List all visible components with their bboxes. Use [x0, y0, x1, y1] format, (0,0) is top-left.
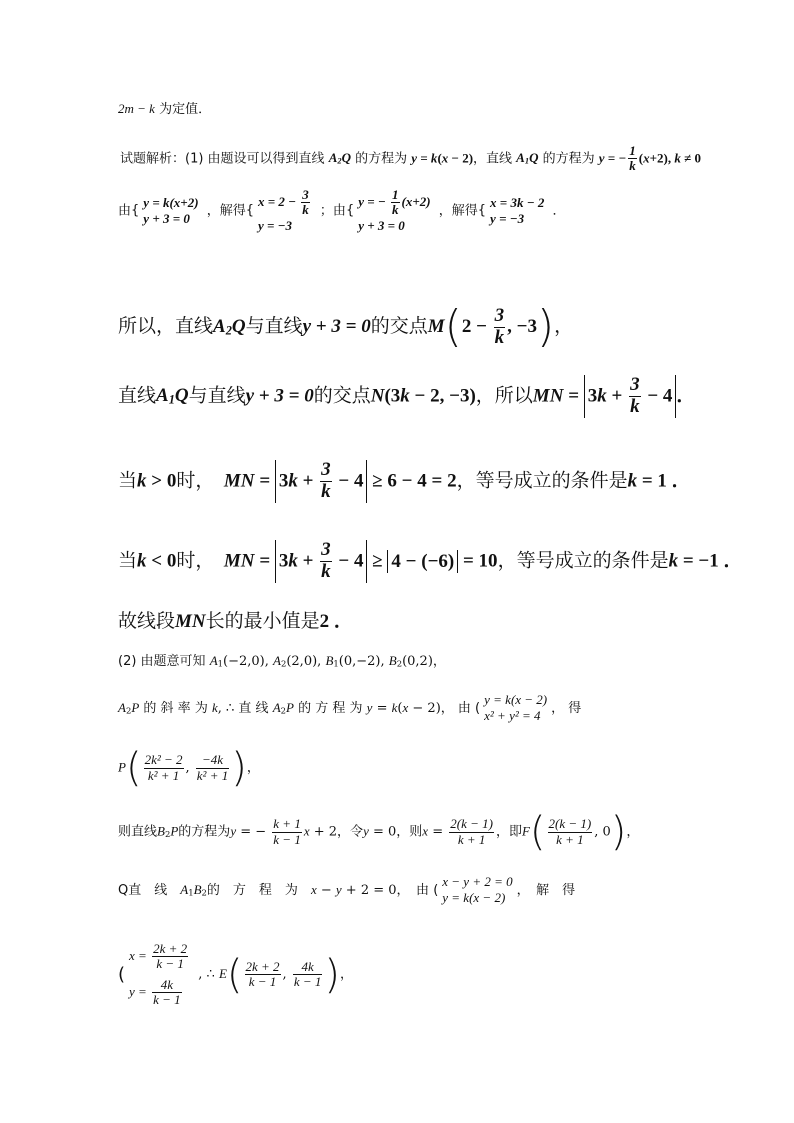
- fraction-1-over-k: $\frac{1}{k}$: [629, 143, 636, 174]
- system-line: x − y + 2 = 0 y = k(x − 2): [442, 874, 513, 906]
- line-point-N: 直线$A_1Q$与直线y + 3 = 0的交点N(3k − 2, −3)，所以MN = 3k + $\frac{3}{k}$ − 4 ．: [118, 374, 696, 417]
- line-B2P: 则直线$B_2P$的方程为y = − $\frac{k + 1}{k - 1}$ x + 2，令y = 0，则x = $\frac{2(k - 1)}{k + 1}$ ，即F( $\frac{2(k - 1)}{k + 1}$ , 0)，: [118, 809, 640, 855]
- system-circle: y = k(x − 2) x² + y² = 4: [484, 692, 548, 724]
- line-systems: 由{ y = k(x+2) y + 3 = 0 ，解得{ x = 2 − $\frac{3}{k}$ y = −3 ；由{ y = − $\frac{1}{k}$ (x+2) y + 3 = 0 ，解得{ x = 3k − 2 y = −3 ．: [118, 187, 566, 233]
- system-3: y = − $\frac{1}{k}$ (x+2) y + 3 = 0: [358, 187, 431, 233]
- text-intro: 试题解析：(1) 由题设可以得到直线: [120, 151, 325, 167]
- line-A1B2: Q直 线 $A_1B_2$的 方 程 为 x − y + 2 = 0， 由 ( x − y + 2 = 0 y = k(x − 2) ， 解 得: [118, 874, 576, 906]
- system-E: x = $\frac{2k + 2}{k - 1}$ y = $\frac{4k}{k - 1}$: [129, 941, 188, 1007]
- line-part2-points: (2) 由题意可知 $A_1(-2,0)$, $A_2(2,0)$, $B_1(0,-2)$, $B_2(0,2)$，: [118, 653, 446, 669]
- text-fixed-value: 为定值．: [159, 102, 212, 117]
- line-point-P: P( $\frac{\text{2k² − 2}}{\text{k² + 1}}$ , $\frac{-4k}{\text{k² + 1}}$ )，: [118, 745, 260, 791]
- line-point-M: 所以，直线$A_2Q$与直线y + 3 = 0的交点M(2 − $\frac{3}{k}$ , −3)，: [118, 301, 574, 352]
- system-4: x = 3k − 2 y = −3: [490, 194, 545, 226]
- system-1: y = k(x+2) y + 3 = 0: [143, 194, 199, 226]
- line-solution-intro: 试题解析：(1) 由题设可以得到直线 $A_2Q$ 的方程为 y = k(x − 2)，直线 $A_1Q$ 的方程为 y = − $\frac{1}{k}$ (x+2), k ≠ 0: [120, 143, 702, 174]
- line-k-negative: 当k < 0时， MN = 3k + $\frac{3}{k}$ − 4 ≥ 4 − (−6) = 10，等号成立的条件是k = −1 ．: [118, 539, 743, 582]
- line-slope: $A_2P$ 的 斜 率 为 k, ∴ 直 线 $A_2P$ 的 方 程 为 y = k(x − 2)， 由 ( y = k(x − 2) x² + y² = 4 ， 得: [118, 692, 582, 724]
- system-2: x = 2 − $\frac{3}{k}$ y = −3: [257, 187, 309, 233]
- line-2m-k: 2m − k 为定值．: [118, 101, 212, 117]
- line-k-positive: 当k > 0时， MN = 3k + $\frac{3}{k}$ − 4 ≥ 6 − 4 = 2，等号成立的条件是k = 1 ．: [118, 459, 691, 502]
- line-min-value: 故线段MN长的最小值是2 ．: [118, 610, 353, 632]
- line-point-E: ( x = $\frac{2k + 2}{k - 1}$ y = $\frac{4k}{k - 1}$ , ∴ E( $\frac{2k + 2}{k - 1}$ , $\frac{4k}{k - 1}$ )，: [118, 941, 353, 1007]
